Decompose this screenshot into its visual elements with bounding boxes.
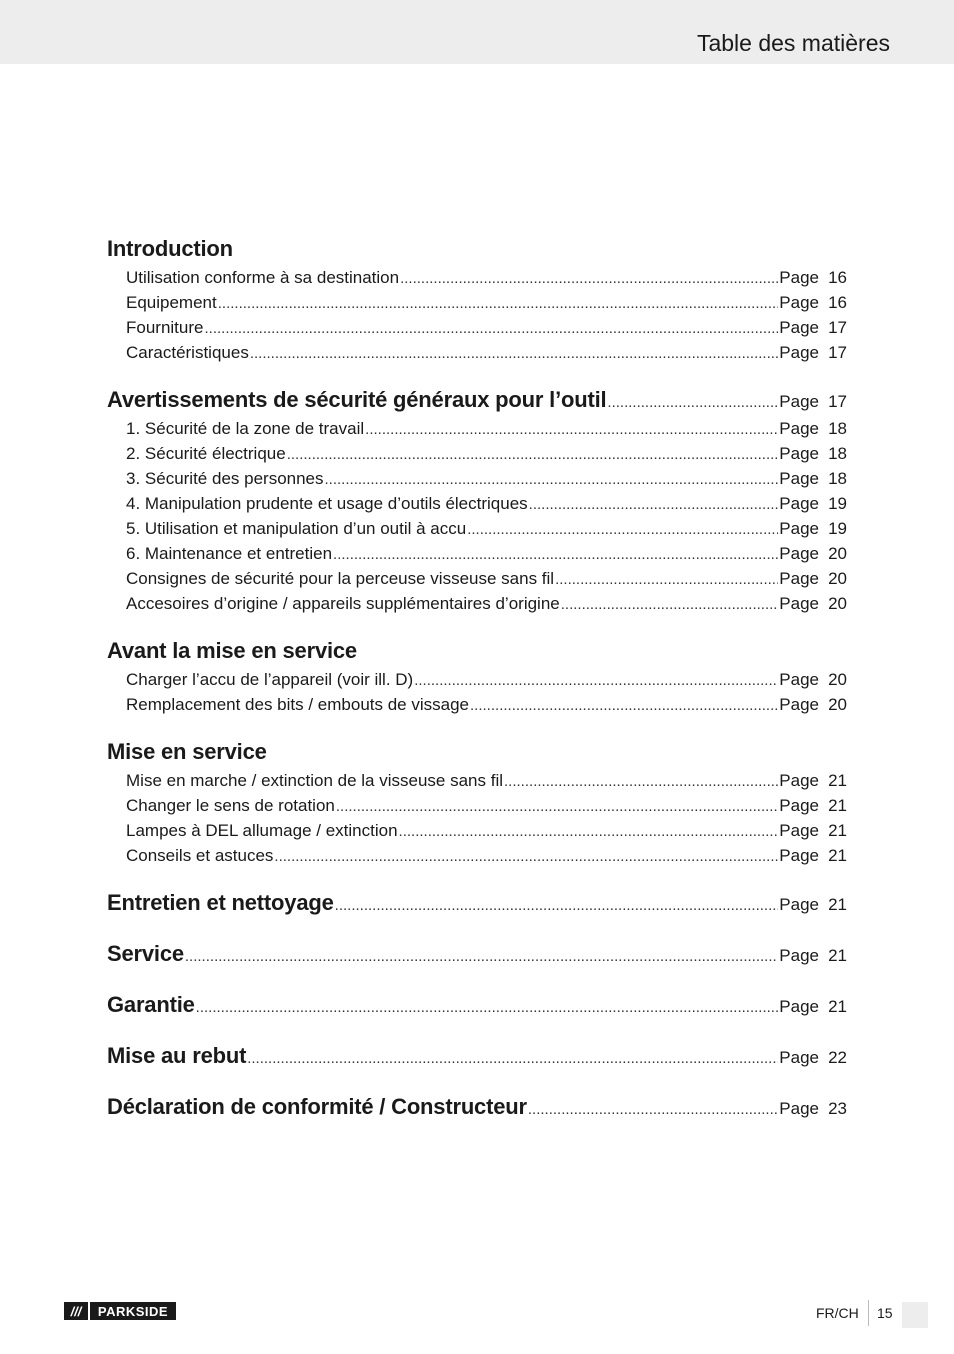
page-number: 17 (828, 343, 847, 362)
page-number: 22 (828, 1048, 847, 1067)
page-word: Page (779, 494, 819, 513)
dot-leader (185, 948, 778, 965)
dot-leader (529, 496, 779, 513)
toc-heading[interactable] (107, 890, 847, 922)
toc-entry[interactable] (107, 695, 847, 720)
toc-entry-page (779, 569, 847, 589)
toc-heading-title: Service (107, 941, 184, 966)
toc-heading[interactable] (107, 236, 847, 268)
page-word: Page (779, 268, 819, 287)
page-number: 18 (828, 469, 847, 488)
toc-heading-page (779, 997, 847, 1017)
toc-entry-page (779, 544, 847, 564)
page-number: 16 (828, 293, 847, 312)
page-word: Page (779, 821, 819, 840)
toc-entry-label: 2. Sécurité électrique (126, 444, 286, 463)
toc-heading-page (779, 392, 847, 412)
toc-entry[interactable] (107, 796, 847, 821)
dot-leader (218, 295, 779, 312)
toc-entry-label: Equipement (126, 293, 217, 312)
dot-leader (561, 596, 779, 613)
dot-leader (274, 848, 778, 865)
toc-entry[interactable] (107, 293, 847, 318)
page-number: 20 (828, 569, 847, 588)
dot-leader (504, 773, 778, 790)
dot-leader (555, 571, 778, 588)
toc-entry-label: Consignes de sécurité pour la perceuse visseuse sans fil (126, 569, 555, 588)
page-word: Page (779, 519, 819, 538)
page-number: 21 (828, 821, 847, 840)
toc-heading[interactable] (107, 387, 847, 419)
dot-leader (414, 672, 778, 689)
toc-section (107, 941, 847, 973)
toc-entry-label: 1. Sécurité de la zone de travail (126, 419, 365, 438)
toc-entry-label: 5. Utilisation et manipulation d’un outil à accu (126, 519, 467, 538)
page-number: 21 (828, 997, 847, 1016)
toc-entry-label: Remplacement des bits / embouts de vissage (126, 695, 470, 714)
page-word: Page (779, 392, 819, 411)
page-number: 21 (828, 771, 847, 790)
toc-entry-label: 3. Sécurité des personnes (126, 469, 324, 488)
page-number: 20 (828, 670, 847, 689)
toc-entry[interactable] (107, 268, 847, 293)
toc-entry-label: 4. Manipulation prudente et usage d’outils électriques (126, 494, 528, 513)
footer-divider (868, 1300, 869, 1326)
dot-leader (399, 823, 779, 840)
logo-wordmark: PARKSIDE (90, 1302, 176, 1320)
toc-entry-page (779, 821, 847, 841)
toc-heading-title: Mise au rebut (107, 1043, 247, 1068)
page-number: 17 (828, 392, 847, 411)
page-word: Page (779, 946, 819, 965)
toc-entry-label: Charger l’accu de l’appareil (voir ill. D) (126, 670, 414, 689)
page-word: Page (779, 771, 819, 790)
page-number: 16 (828, 268, 847, 287)
dot-leader (528, 1101, 778, 1118)
page-number: 18 (828, 419, 847, 438)
toc-heading-title: Avertissements de sécurité généraux pour l’outil (107, 387, 607, 412)
toc-entry-page (779, 293, 847, 313)
toc-heading[interactable] (107, 638, 847, 670)
dot-leader (333, 546, 778, 563)
dot-leader (204, 320, 778, 337)
page-number: 18 (828, 444, 847, 463)
toc-entry-page (779, 444, 847, 464)
page-number: 21 (828, 796, 847, 815)
page-word: Page (779, 569, 819, 588)
toc-entry[interactable] (107, 821, 847, 846)
dot-leader (325, 471, 779, 488)
dot-leader (470, 697, 778, 714)
page-word: Page (779, 695, 819, 714)
toc-entry[interactable] (107, 469, 847, 494)
toc-heading[interactable] (107, 739, 847, 771)
toc-entry-page (779, 318, 847, 338)
toc-heading[interactable] (107, 941, 847, 973)
toc-entry-page (779, 796, 847, 816)
toc-heading-title: Déclaration de conformité / Constructeur (107, 1094, 527, 1119)
page-word: Page (779, 469, 819, 488)
dot-leader (247, 1050, 778, 1067)
toc-entry-label: Lampes à DEL allumage / extinction (126, 821, 398, 840)
toc-entry-label: Conseils et astuces (126, 846, 274, 865)
toc-entry[interactable] (107, 318, 847, 343)
page-number: 20 (828, 594, 847, 613)
page-word: Page (779, 1099, 819, 1118)
page-word: Page (779, 444, 819, 463)
toc-entry-label: Fourniture (126, 318, 204, 337)
page-word: Page (779, 318, 819, 337)
toc-entry-page (779, 419, 847, 439)
toc-entry-label: 6. Maintenance et entretien (126, 544, 333, 563)
toc-entry[interactable] (107, 444, 847, 469)
toc-heading[interactable] (107, 1043, 847, 1075)
language-code: FR/CH (816, 1305, 859, 1321)
toc-heading-title: Mise en service (107, 739, 267, 764)
toc-entry[interactable] (107, 846, 847, 871)
toc-section (107, 739, 847, 871)
toc-entry-page (779, 343, 847, 363)
page-word: Page (779, 419, 819, 438)
toc-entry-page (779, 771, 847, 791)
toc-heading-page (779, 1048, 847, 1068)
page-word: Page (779, 1048, 819, 1067)
toc-heading-page (779, 946, 847, 966)
toc-entry-label: Changer le sens de rotation (126, 796, 335, 815)
toc-heading[interactable] (107, 1094, 847, 1126)
page-number: 23 (828, 1099, 847, 1118)
page-number: 21 (828, 946, 847, 965)
page-word: Page (779, 895, 819, 914)
toc-section (107, 387, 847, 619)
toc-entry-label: Utilisation conforme à sa destination (126, 268, 400, 287)
page-number: 21 (828, 846, 847, 865)
toc-entry-page (779, 469, 847, 489)
page-number: 19 (828, 494, 847, 513)
page-number: 19 (828, 519, 847, 538)
toc-heading[interactable] (107, 992, 847, 1024)
toc-entry-page (779, 846, 847, 866)
page-word: Page (779, 293, 819, 312)
dot-leader (335, 897, 779, 914)
toc-entry[interactable] (107, 594, 847, 619)
toc-section (107, 638, 847, 720)
page-word: Page (779, 997, 819, 1016)
page-number: 20 (828, 544, 847, 563)
page-word: Page (779, 594, 819, 613)
toc-entry-page (779, 268, 847, 288)
parkside-logo (64, 1302, 176, 1320)
logo-stripes-mark: /// (64, 1302, 88, 1320)
toc-heading-title: Garantie (107, 992, 195, 1017)
dot-leader (467, 521, 778, 538)
page-number: 17 (828, 318, 847, 337)
toc-heading-title: Introduction (107, 236, 233, 261)
page-title: Table des matières (696, 30, 890, 56)
toc-section (107, 236, 847, 368)
toc-heading-title: Entretien et nettoyage (107, 890, 334, 915)
page-number: 21 (828, 895, 847, 914)
toc-entry-page (779, 519, 847, 539)
page-word: Page (779, 846, 819, 865)
toc-entry[interactable] (107, 519, 847, 544)
toc-entry-page (779, 670, 847, 690)
dot-leader (287, 446, 779, 463)
toc-entry[interactable] (107, 569, 847, 594)
toc-entry-label: Mise en marche / extinction de la visseuse sans fil (126, 771, 504, 790)
dot-leader (365, 421, 778, 438)
toc-entry-page (779, 695, 847, 715)
toc-entry[interactable] (107, 670, 847, 695)
dot-leader (607, 394, 778, 411)
dot-leader (336, 798, 778, 815)
toc-entry-label: Caractéristiques (126, 343, 249, 362)
toc-entry-page (779, 594, 847, 614)
toc-entry[interactable] (107, 494, 847, 519)
toc-entry-label: Accesoires d’origine / appareils supplémentaires d’origine (126, 594, 560, 613)
dot-leader (196, 999, 779, 1016)
footer-tab-box (902, 1302, 928, 1328)
dot-leader (400, 270, 778, 287)
toc-entry[interactable] (107, 544, 847, 569)
page-word: Page (779, 670, 819, 689)
page-number: 20 (828, 695, 847, 714)
toc-section (107, 1094, 847, 1126)
toc-section (107, 1043, 847, 1075)
toc-entry[interactable] (107, 771, 847, 796)
page-number-footer: 15 (877, 1305, 893, 1321)
page-word: Page (779, 544, 819, 563)
toc-heading-page (779, 895, 847, 915)
page-word: Page (779, 343, 819, 362)
toc-section (107, 890, 847, 922)
toc-entry[interactable] (107, 343, 847, 368)
page-word: Page (779, 796, 819, 815)
toc-heading-page (779, 1099, 847, 1119)
toc-entry-page (779, 494, 847, 514)
dot-leader (250, 345, 778, 362)
toc-section (107, 992, 847, 1024)
toc-heading-title: Avant la mise en service (107, 638, 357, 663)
table-of-contents (107, 236, 847, 1126)
toc-entry[interactable] (107, 419, 847, 444)
